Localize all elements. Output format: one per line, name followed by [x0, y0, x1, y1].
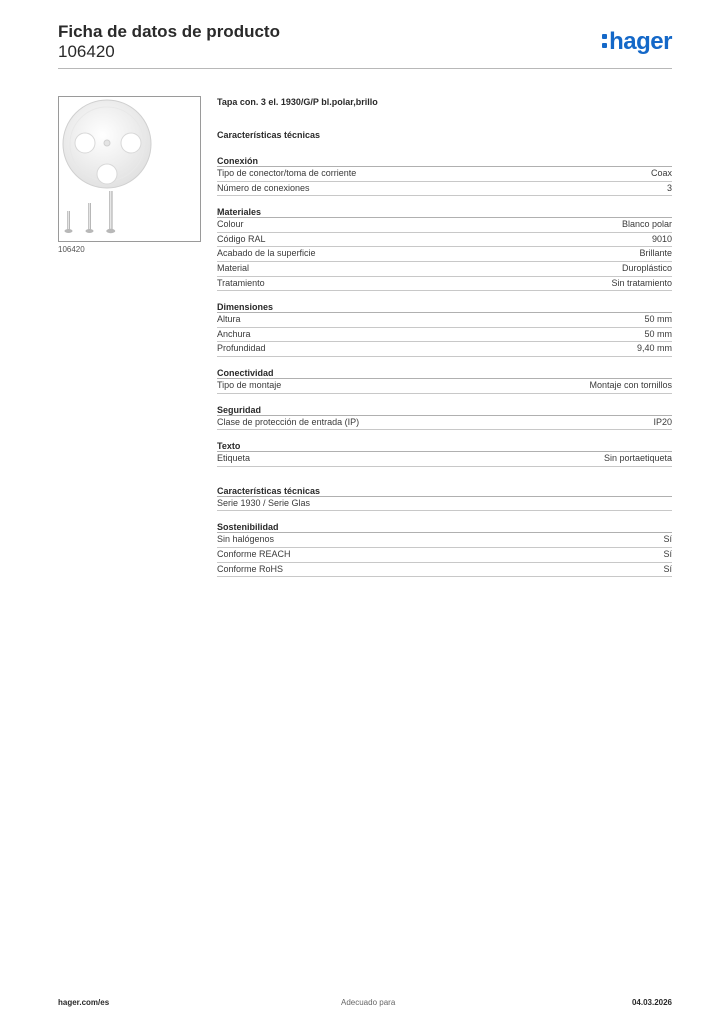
spec-section: [217, 440, 672, 467]
spec-section: [217, 301, 672, 357]
spec-key: Anchura: [217, 328, 251, 339]
spec-value: 50 mm: [644, 328, 672, 339]
spec-row: [217, 497, 672, 512]
spec-value: 9,40 mm: [636, 343, 672, 354]
header-divider: [58, 68, 672, 69]
spec-key: Etiqueta: [217, 453, 251, 464]
spec-value: Montaje con tornillos: [589, 379, 672, 390]
spec-sections: [217, 155, 672, 577]
section-title: Sostenibilidad: [217, 521, 672, 533]
spec-key: Acabado de la superficie: [217, 248, 316, 259]
spec-key: Conforme RoHS: [217, 563, 284, 574]
spec-key: Código RAL: [217, 233, 266, 244]
spec-value: Sí: [663, 563, 672, 574]
spec-row: [217, 277, 672, 292]
section-title: Texto: [217, 440, 672, 452]
image-caption: 106420: [58, 245, 85, 254]
section-title: Características técnicas: [217, 485, 672, 497]
section-title: Conectividad: [217, 367, 672, 379]
spec-value: Sí: [663, 548, 672, 559]
spec-value: Coax: [650, 168, 672, 178]
page-header: [58, 22, 672, 62]
section-title: Conexión: [217, 155, 672, 167]
product-code: 106420: [58, 42, 115, 61]
section-title: Dimensiones: [217, 301, 672, 313]
spec-section: [217, 367, 672, 394]
spec-value: Sin portaetiqueta: [603, 453, 672, 464]
section-title: Materiales: [217, 206, 672, 218]
footer-website-link[interactable]: hager.com/es: [58, 998, 110, 1007]
spec-row: [217, 416, 672, 431]
spec-key: Altura: [217, 314, 241, 325]
footer-suitable-for: Adecuado para: [341, 998, 396, 1007]
spec-key: Serie 1930 / Serie Glas: [217, 497, 311, 508]
document-title: Ficha de datos de producto: [58, 22, 280, 41]
spec-row: [217, 563, 672, 578]
spec-section: [217, 404, 672, 431]
spec-value: IP20: [653, 416, 672, 427]
spec-value: Brillante: [639, 248, 672, 259]
spec-row: [217, 533, 672, 548]
spec-row: [217, 452, 672, 467]
spec-row: [217, 233, 672, 248]
spec-value: Blanco polar: [621, 219, 672, 230]
spec-key: Material: [217, 262, 250, 273]
specifications: [217, 96, 672, 577]
spec-section: [217, 485, 672, 512]
spec-row: [217, 182, 672, 197]
footer-date: 04.03.2026: [631, 998, 672, 1007]
spec-row: [217, 313, 672, 328]
spec-section: [217, 206, 672, 291]
spec-section: [217, 155, 672, 196]
spec-row: [217, 548, 672, 563]
spec-key: Tipo de conector/toma de corriente: [217, 168, 357, 178]
spec-row: [217, 262, 672, 277]
spec-key: Tipo de montaje: [217, 379, 282, 390]
spec-section: [217, 521, 672, 577]
spec-key: Número de conexiones: [217, 182, 310, 193]
section-title: Seguridad: [217, 404, 672, 416]
spec-key: Conforme REACH: [217, 548, 291, 559]
spec-row: [217, 342, 672, 357]
spec-value: Sí: [663, 534, 672, 545]
spec-key: Colour: [217, 219, 244, 230]
technical-characteristics-heading: Características técnicas: [217, 130, 321, 140]
spec-key: Sin halógenos: [217, 534, 275, 545]
spec-row: [217, 379, 672, 394]
hager-logo[interactable]: [601, 28, 672, 56]
product-image: [58, 96, 201, 242]
product-name: Tapa con. 3 el. 1930/G/P bl.polar,brillo: [217, 97, 378, 107]
logo-dots-icon: [601, 32, 608, 50]
spec-value: 9010: [651, 233, 672, 244]
cover-plate-icon: [59, 97, 200, 241]
spec-key: Profundidad: [217, 343, 266, 354]
logo-text: hager: [609, 28, 672, 55]
spec-key: Clase de protección de entrada (IP): [217, 416, 360, 427]
spec-row: [217, 247, 672, 262]
spec-row: [217, 218, 672, 233]
spec-value: Duroplástico: [621, 262, 672, 273]
spec-key: Tratamiento: [217, 277, 265, 288]
spec-value: 3: [666, 182, 672, 193]
spec-row: [217, 167, 672, 182]
spec-value: Sin tratamiento: [611, 277, 672, 288]
spec-value: 50 mm: [644, 314, 672, 325]
spec-row: [217, 328, 672, 343]
